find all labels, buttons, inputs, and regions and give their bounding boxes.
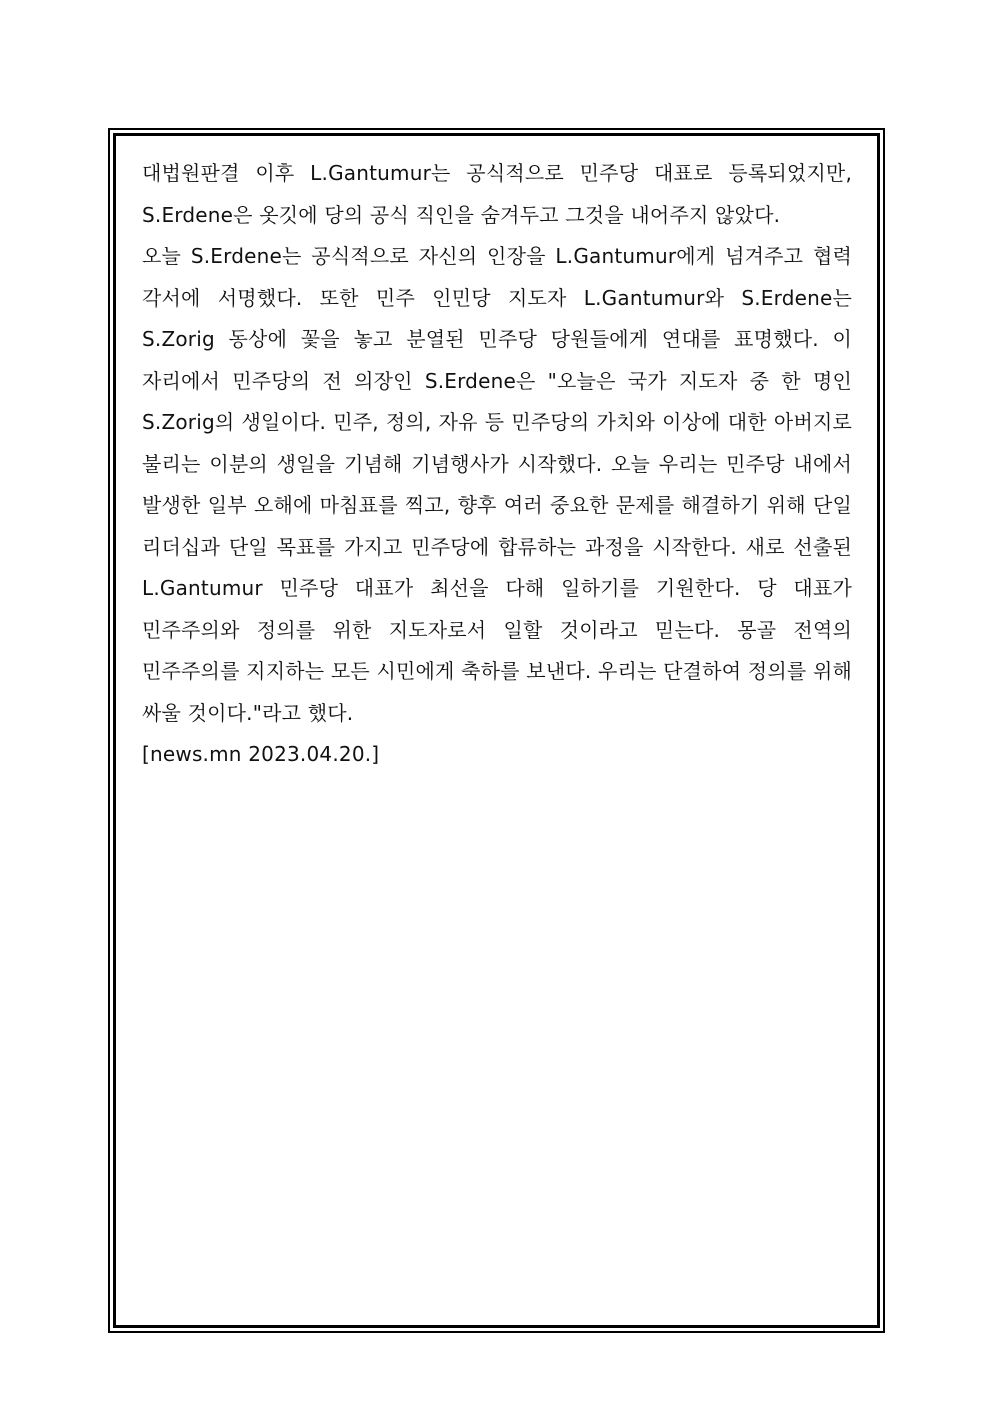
paragraph-seal-handover: 오늘 S.Erdene는 공식적으로 자신의 인장을 L.Gantumur에게 넘겨주고 협력 각서에 서명했다. 또한 민주 인민당 지도자 L.Gantumur와 S.Erdene는 S.Zorig 동상에 꽃을 놓고 분열된 민주당 당원들에게 연대를 표명했다. 이 자리에서 민주당의 전 의장인 S.Erdene은 "오늘은 국가 지도자 중 한 명인 S.Zorig의 생일이다. 민주, 정의, 자유 등 민주당의 가치와 이상에 대한 아버지로 불리는 이분의 생일을 기념해 기념행사가 시작했다. 오늘 우리는 민주당 내에서 발생한 일부 오해에 마침표를 찍고, 향후 여러 중요한 문제를 해결하기 위해 단일 리더십과 단일 목표를 가지고 민주당에 합류하는 과정을 시작한다. 새로 선출된 L.Gantumur 민주당 대표가 최선을 다해 일하기를 기원한다. 당 대표가 민주주의와 정의를 위한 지도자로서 일할 것이라고 믿는다. 몽골 전역의 민주주의를 지지하는 모든 시민에게 축하를 보낸다. 우리는 단결하여 정의를 위해 싸울 것이다."라고 했다. xyxy=(142,244,852,725)
source-citation: [news.mn 2023.04.20.] xyxy=(142,742,380,766)
paragraph-court-ruling: 대법원판결 이후 L.Gantumur는 공식적으로 민주당 대표로 등록되었지만, S.Erdene은 옷깃에 당의 공식 직인을 숨겨두고 그것을 내어주지 않았다. xyxy=(142,161,852,227)
document-body xyxy=(142,153,852,776)
